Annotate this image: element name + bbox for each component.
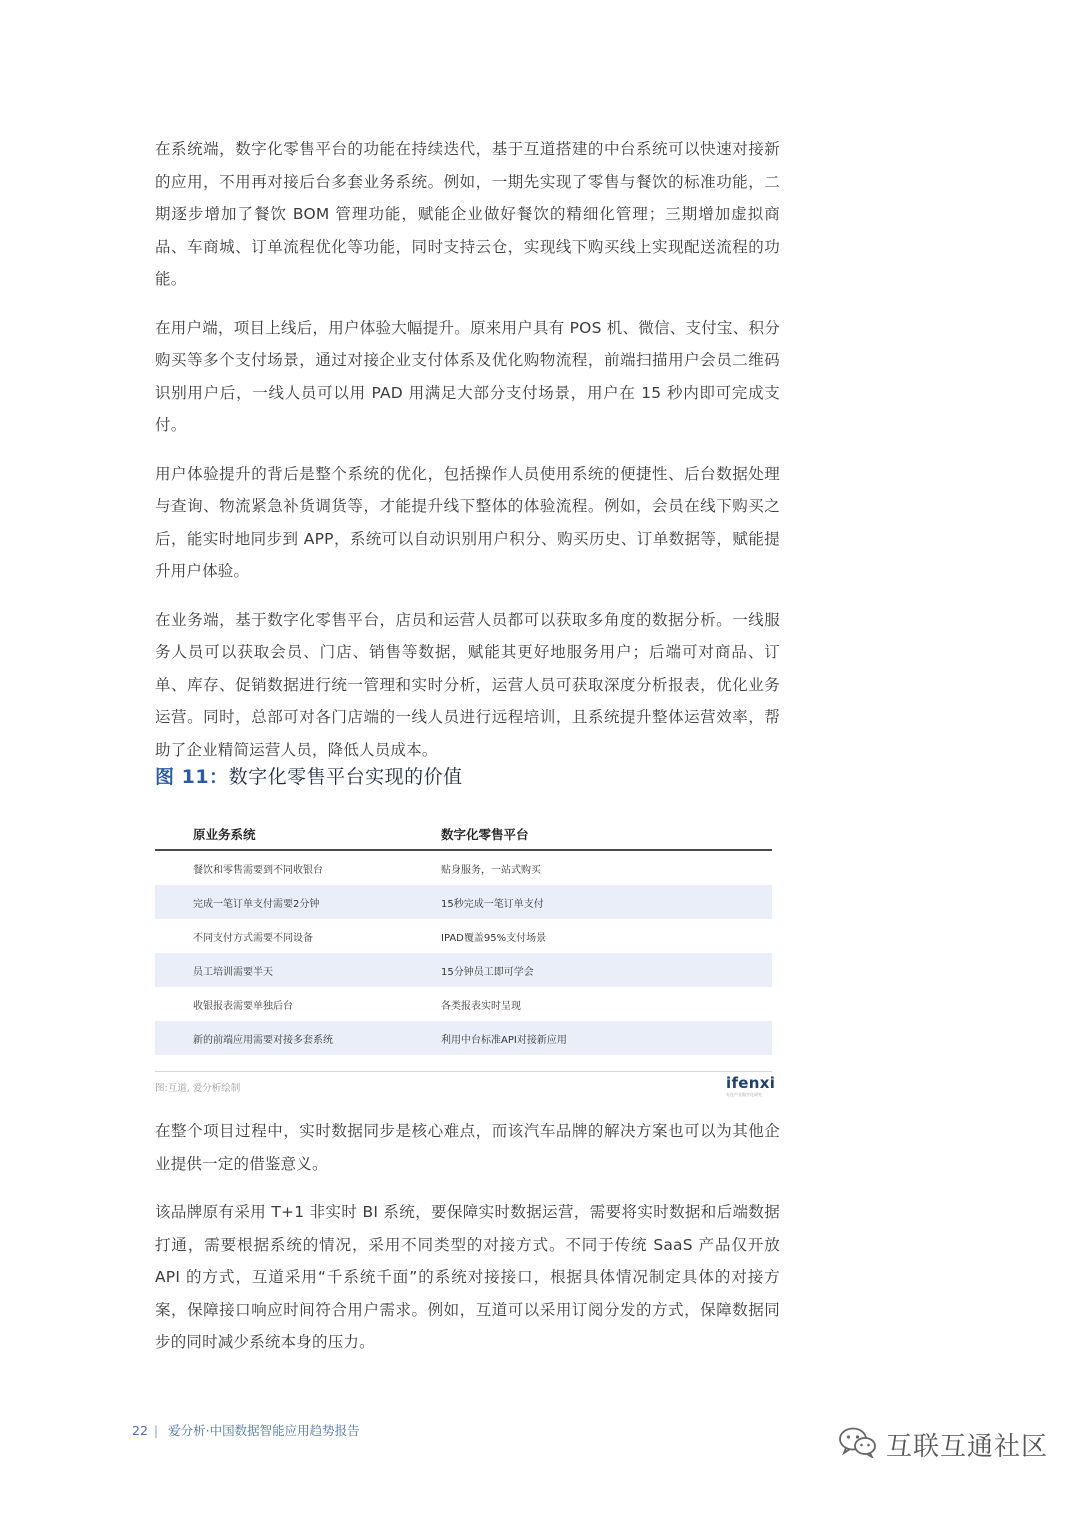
cell-original: 员工培训需要半天 — [193, 966, 273, 978]
table-row — [155, 987, 772, 1021]
cell-digital: 15秒完成一笔订单支付 — [441, 898, 544, 910]
page-number: 22 — [132, 1423, 148, 1438]
figure-title — [155, 762, 463, 789]
body-text-bottom — [155, 1115, 780, 1375]
report-title: 爱分析·中国数据智能应用趋势报告 — [168, 1423, 360, 1438]
wechat-icon — [838, 1426, 878, 1462]
paragraph-business: 在业务端，基于数字化零售平台，店员和运营人员都可以获取多角度的数据分析。一线服务人员可以获取会员、门店、销售等数据，赋能其更好地服务用户；后端可对商品、订单、库存、促销数据进行统一管理和实时分析，运营人员可获取深度分析报表，优化业务运营。同时，总部可对各门店端的一线人员进行远程培训，且系统提升整体运营效率，帮助了企业精简运营人员，降低人员成本。 — [155, 610, 780, 759]
cell-original: 餐饮和零售需要到不同收银台 — [193, 864, 323, 876]
wechat-watermark — [838, 1424, 1048, 1464]
cell-original: 完成一笔订单支付需要2分钟 — [193, 898, 320, 910]
table-row — [155, 851, 772, 885]
watermark-text: 互联互通社区 — [886, 1431, 1049, 1462]
cell-digital: 贴身服务，一站式购买 — [441, 864, 541, 876]
cell-original: 不同支付方式需要不同设备 — [193, 932, 313, 944]
figure-source: 图:互道, 爱分析绘制 — [155, 1083, 241, 1094]
table-row — [155, 1021, 772, 1055]
table-bottom-rule — [155, 1055, 772, 1072]
cell-original: 收银报表需要单独后台 — [193, 1000, 293, 1012]
cell-digital: IPAD覆盖95%支付场景 — [441, 932, 547, 944]
header-original-system: 原业务系统 — [193, 826, 256, 842]
table-header — [155, 818, 772, 851]
body-text-top — [155, 133, 780, 782]
page-footer — [132, 1421, 360, 1439]
paragraph-interface: 该品牌原有采用 T+1 非实时 BI 系统，要保障实时数据运营，需要将实时数据和后端数据打通，需要根据系统的情况，采用不同类型的对接方式。不同于传统 SaaS 产品仅开放 API 的方式，互道采用“千系统千面”的系统对接接口，根据具体情况制定具体的对接方案，保障接口响应时间符合用户需求。例如，互道可以采用订阅分发的方式，保障数据同步的同时减少系统本身的压力。 — [155, 1203, 780, 1351]
header-digital-platform: 数字化零售平台 — [441, 826, 529, 842]
paragraph-user: 在用户端，项目上线后，用户体验大幅提升。原来用户具有 POS 机、微信、支付宝、积分购买等多个支付场景，通过对接企业支付体系及优化购物流程，前端扫描用户会员二维码识别用户后，一线人员可以用 PAD 用满足大部分支付场景，用户在 15 秒内即可完成支付。 — [155, 318, 780, 434]
cell-original: 新的前端应用需要对接多套系统 — [193, 1034, 333, 1046]
comparison-table — [155, 818, 772, 1072]
cell-digital: 利用中台标准API对接新应用 — [441, 1034, 567, 1046]
figure-caption: 数字化零售平台实现的价值 — [228, 766, 463, 788]
paragraph-core-difficulty: 在整个项目过程中，实时数据同步是核心难点，而该汽车品牌的解决方案也可以为其他企业提供一定的借鉴意义。 — [155, 1122, 780, 1173]
figure-number: 图 11： — [155, 766, 229, 788]
cell-digital: 15分钟员工即可学会 — [441, 966, 534, 978]
table-row — [155, 953, 772, 987]
footer-separator: | — [153, 1423, 159, 1438]
table-row — [155, 919, 772, 953]
table-row — [155, 885, 772, 919]
paragraph-system: 在系统端，数字化零售平台的功能在持续迭代，基于互道搭建的中台系统可以快速对接新的应用，不用再对接后台多套业务系统。例如，一期先实现了零售与餐饮的标准功能，二期逐步增加了餐饮 BOM 管理功能，赋能企业做好餐饮的精细化管理；三期增加虚拟商品、车商城、订单流程优化等功能，同时支持云仓，实现线下购买线上实现配送流程的功能。 — [155, 140, 780, 288]
ifenxi-logo-tagline: 专注产业数字化研究 — [726, 1092, 762, 1097]
ifenxi-logo: ifenxi — [726, 1074, 776, 1092]
paragraph-optimization: 用户体验提升的背后是整个系统的优化，包括操作人员使用系统的便捷性、后台数据处理与查询、物流紧急补货调货等，才能提升线下整体的体验流程。例如，会员在线下购买之后，能实时地同步到 APP，系统可以自动识别用户积分、购买历史、订单数据等，赋能提升用户体验。 — [155, 464, 780, 580]
cell-digital: 各类报表实时呈现 — [441, 1000, 521, 1012]
